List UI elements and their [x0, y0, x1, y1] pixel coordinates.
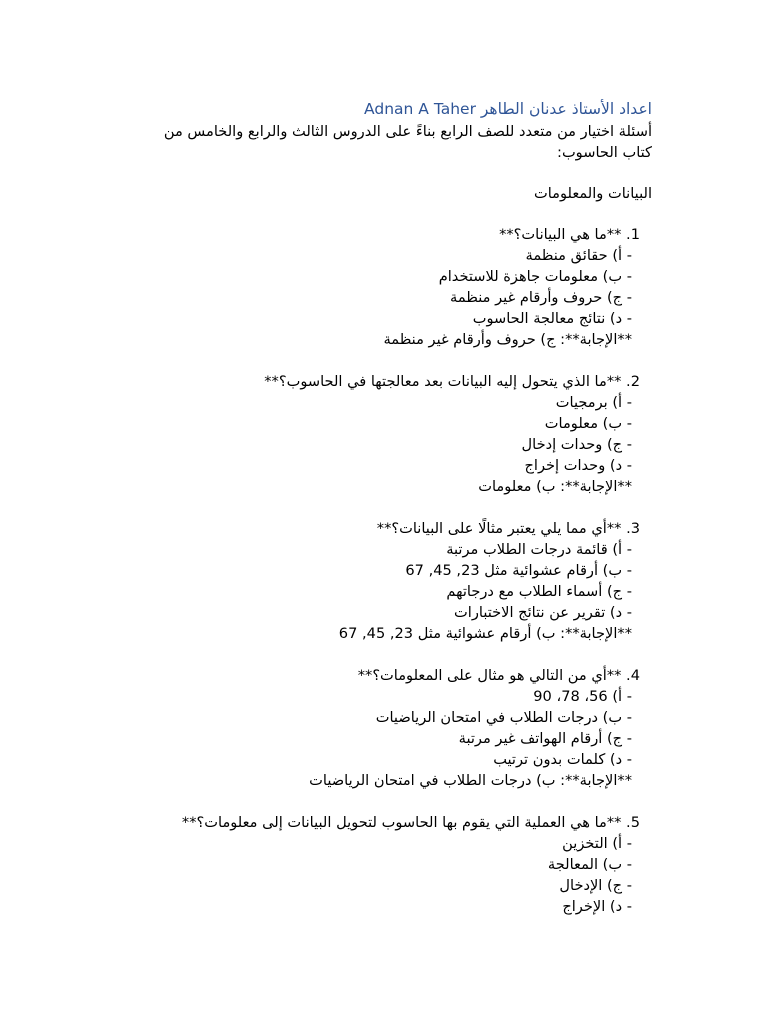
question-text: 5. **ما هي العملية التي يقوم بها الحاسوب لتحويل البيانات إلى معلومات؟** [181, 814, 640, 831]
answer-line: **الإجابة**: ج) حروف وأرقام غير منظمة [383, 331, 632, 348]
question-text: 3. **أي مما يلي يعتبر مثالًا على البيانات؟** [376, 520, 640, 537]
question-1 [132, 224, 652, 350]
question-text: 2. **ما الذي يتحول إليه البيانات بعد معالجتها في الحاسوب؟** [264, 373, 640, 390]
option-c: - ج) وحدات إدخال [521, 436, 632, 453]
spacer [132, 791, 652, 812]
option-c: - ج) حروف وأرقام غير منظمة [450, 289, 632, 306]
option-d: - د) كلمات بدون ترتيب [493, 751, 632, 768]
question-4 [132, 665, 652, 791]
question-2 [132, 371, 652, 497]
option-a: - أ) 56، 78، 90 [533, 688, 632, 705]
option-b: - ب) درجات الطلاب في امتحان الرياضيات [375, 709, 632, 726]
spacer [132, 350, 652, 371]
option-c: - ج) الإدخال [559, 877, 632, 894]
document-content [132, 98, 652, 917]
intro-line-2: كتاب الحاسوب: [557, 144, 652, 161]
intro-line-1: أسئلة اختيار من متعدد للصف الرابع بناءً على الدروس الثالث والرابع والخامس من [163, 123, 652, 140]
question-5 [132, 812, 652, 917]
spacer [132, 644, 652, 665]
option-d: - د) الإخراج [562, 898, 632, 915]
option-c: - ج) أسماء الطلاب مع درجاتهم [446, 583, 632, 600]
question-text: 4. **أي من التالي هو مثال على المعلومات؟** [357, 667, 640, 684]
option-d: - د) تقرير عن نتائج الاختبارات [454, 604, 632, 621]
option-b: - ب) أرقام عشوائية مثل 23, 45, 67 [405, 562, 632, 579]
author-title: اعداد الأستاذ عدنان الطاهر Adnan A Taher [364, 100, 652, 118]
option-b: - ب) معلومات جاهزة للاستخدام [438, 268, 632, 285]
section-title: البيانات والمعلومات [533, 185, 652, 202]
spacer [132, 163, 652, 183]
answer-line: **الإجابة**: ب) درجات الطلاب في امتحان الرياضيات [309, 772, 632, 789]
option-c: - ج) أرقام الهواتف غير مرتبة [458, 730, 632, 747]
option-a: - أ) قائمة درجات الطلاب مرتبة [446, 541, 632, 558]
option-b: - ب) المعالجة [547, 856, 632, 873]
intro-paragraph [132, 121, 652, 163]
question-3 [132, 518, 652, 644]
option-a: - أ) التخزين [562, 835, 632, 852]
spacer [132, 204, 652, 224]
option-a: - أ) برمجيات [555, 394, 632, 411]
question-text: 1. **ما هي البيانات؟** [499, 226, 640, 243]
option-a: - أ) حقائق منظمة [525, 247, 632, 264]
answer-line: **الإجابة**: ب) أرقام عشوائية مثل 23, 45, 67 [338, 625, 632, 642]
option-d: - د) وحدات إخراج [524, 457, 632, 474]
option-d: - د) نتائج معالجة الحاسوب [472, 310, 632, 327]
answer-line: **الإجابة**: ب) معلومات [478, 478, 632, 495]
spacer [132, 497, 652, 518]
option-b: - ب) معلومات [544, 415, 632, 432]
